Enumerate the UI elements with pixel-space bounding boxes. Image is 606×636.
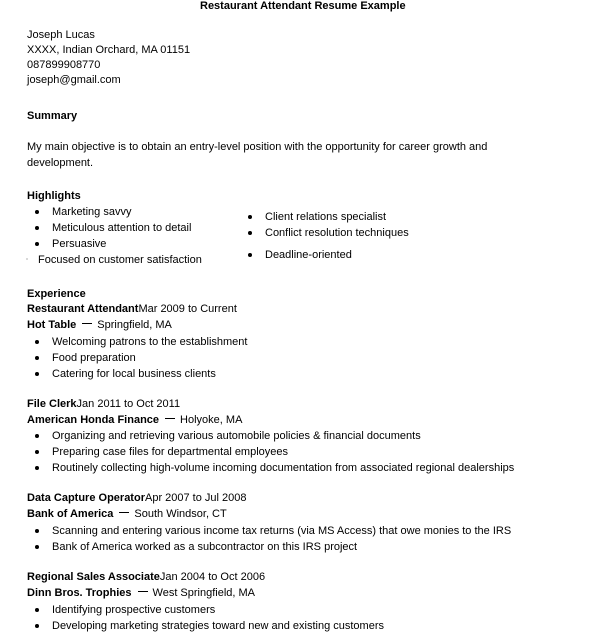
job-title: Regional Sales Associate [27, 571, 160, 583]
duty-text: Identifying prospective customers [52, 604, 216, 616]
duty-text: Catering for local business clients [52, 368, 216, 380]
job-title-line [27, 490, 247, 506]
contact-block [27, 28, 190, 88]
list-item [27, 523, 511, 539]
dash-separator [119, 512, 129, 513]
summary-text: My main objective is to obtain an entry-level position with the opportunity for career growth and development. [27, 141, 488, 169]
duty-text: Routinely collecting high-volume incoming documentation from associated regional dealerships [52, 462, 515, 474]
company-line [27, 412, 242, 428]
highlight-text: Focused on customer satisfaction [38, 254, 202, 266]
company-location: South Windsor, CT [134, 508, 227, 520]
contact-phone: 087899908770 [27, 59, 101, 71]
highlight-text: Meticulous attention to detail [52, 222, 192, 234]
highlights-right-list [240, 209, 409, 241]
bullet-icon [35, 242, 39, 246]
bullet-icon [35, 356, 39, 360]
company-location: Holyoke, MA [180, 414, 243, 426]
bullet-icon [35, 372, 39, 376]
company-line [27, 506, 227, 522]
list-item [27, 220, 191, 236]
dash-separator [82, 323, 92, 324]
job-dates: Jan 2004 to Oct 2006 [159, 571, 266, 583]
duty-text: Preparing case files for departmental employees [52, 446, 289, 458]
contact-email: joseph@gmail.com [27, 74, 121, 86]
company-line [27, 585, 255, 601]
dash-separator [165, 418, 175, 419]
job-title: Restaurant Attendant [27, 303, 139, 315]
list-item [27, 366, 247, 382]
duty-text: Bank of America worked as a subcontractor on this IRS project [52, 541, 358, 553]
list-item [27, 236, 191, 252]
list-item [240, 225, 409, 241]
duty-text: Scanning and entering various income tax returns (via MS Access) that owe monies to the IRS [52, 525, 512, 537]
highlights-right-list-2 [240, 247, 352, 263]
duties-list [27, 428, 514, 476]
bullet-icon [35, 545, 39, 549]
duty-text: Welcoming patrons to the establishment [52, 336, 248, 348]
bullet-icon [35, 226, 39, 230]
bullet-icon [248, 253, 252, 257]
job-dates: Jan 2011 to Oct 2011 [76, 398, 181, 410]
list-item [27, 460, 514, 476]
company-line [27, 317, 172, 333]
highlight-text: Client relations specialist [265, 211, 387, 223]
bullet-icon [35, 340, 39, 344]
bullet-icon [35, 450, 39, 454]
summary-heading: Summary [27, 110, 78, 122]
faint-bullet-icon [26, 258, 28, 260]
list-item [27, 602, 384, 618]
highlight-text: Conflict resolution techniques [265, 227, 409, 239]
list-item [27, 204, 191, 220]
bullet-icon [35, 434, 39, 438]
resume-page [27, 0, 587, 636]
contact-address: XXXX, Indian Orchard, MA 01151 [27, 44, 191, 56]
job-title-line [27, 301, 237, 317]
list-item [240, 247, 352, 263]
list-item [27, 618, 384, 634]
highlights-left-list [27, 204, 191, 252]
bullet-icon [35, 466, 39, 470]
company-name: Bank of America [27, 508, 114, 520]
job-title: File Clerk [27, 398, 77, 410]
duties-list [27, 602, 384, 634]
bullet-icon [248, 215, 252, 219]
duties-list [27, 334, 247, 382]
highlight-text: Deadline-oriented [265, 249, 352, 261]
list-item [27, 444, 514, 460]
company-name: Hot Table [27, 319, 77, 331]
job-dates: Mar 2009 to Current [138, 303, 237, 315]
job-title: Data Capture Operator [27, 492, 145, 504]
highlight-text: Marketing savvy [52, 206, 132, 218]
list-item [27, 350, 247, 366]
company-name: Dinn Bros. Trophies [27, 587, 132, 599]
list-item [27, 539, 511, 555]
company-location: West Springfield, MA [152, 587, 256, 599]
dash-separator [138, 591, 148, 592]
list-item [27, 334, 247, 350]
document-title: Restaurant Attendant Resume Example [200, 0, 406, 12]
duty-text: Organizing and retrieving various automobile policies & financial documents [52, 430, 421, 442]
job-dates: Apr 2007 to Jul 2008 [144, 492, 247, 504]
highlights-heading: Highlights [27, 190, 81, 202]
duty-text: Food preparation [52, 352, 136, 364]
duty-text: Developing marketing strategies toward new and existing customers [52, 620, 384, 632]
list-item [27, 428, 514, 444]
bullet-icon [35, 210, 39, 214]
job-title-line [27, 569, 265, 585]
bullet-icon [248, 231, 252, 235]
contact-name: Joseph Lucas [27, 29, 95, 41]
company-name: American Honda Finance [27, 414, 160, 426]
list-item [240, 209, 409, 225]
bullet-icon [35, 624, 39, 628]
highlight-text: Persuasive [52, 238, 107, 250]
duties-list [27, 523, 511, 555]
job-title-line [27, 396, 180, 412]
experience-heading: Experience [27, 288, 86, 300]
company-location: Springfield, MA [97, 319, 172, 331]
bullet-icon [35, 608, 39, 612]
bullet-icon [35, 529, 39, 533]
